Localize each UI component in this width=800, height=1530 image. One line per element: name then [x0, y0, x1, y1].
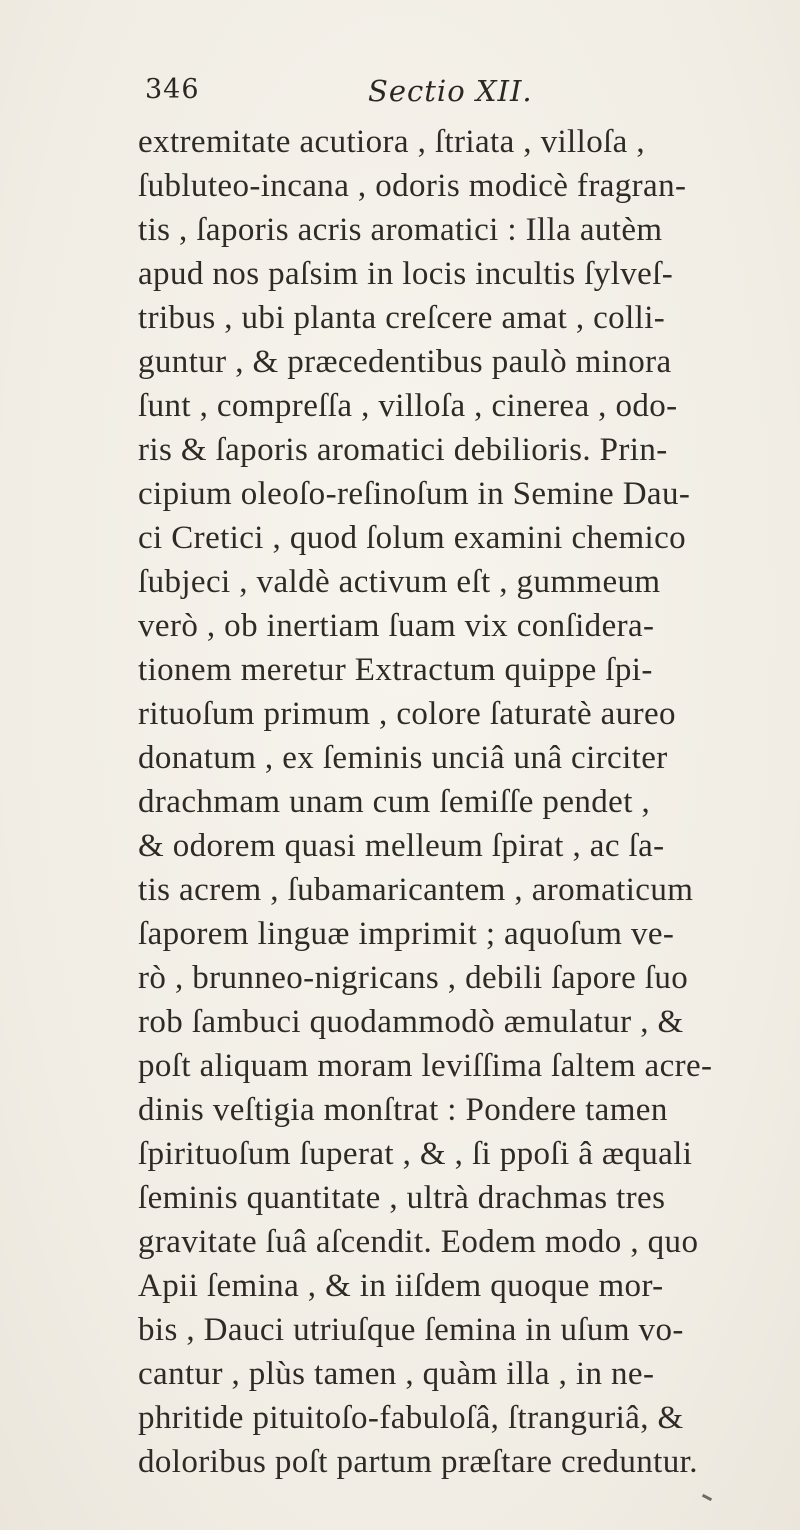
text-line: donatum , ex ſeminis unciâ unâ circiter [138, 740, 668, 776]
page-header [145, 74, 705, 116]
text-line: Apii ſemina , & in iiſdem quoque mor- [138, 1268, 664, 1304]
text-line: phritide pituitoſo-fabuloſâ, ſtranguriâ, & [138, 1400, 684, 1436]
text-line: ſaporem linguæ imprimit ; aquoſum ve- [138, 916, 675, 952]
text-line: tribus , ubi planta creſcere amat , colli- [138, 300, 666, 336]
text-line: poſt aliquam moram leviſſima ſaltem acre- [138, 1048, 713, 1084]
text-line: ſunt , compreſſa , villoſa , cinerea , odo- [138, 388, 678, 424]
running-head: Sectio XII. [368, 74, 533, 108]
text-line: cantur , plùs tamen , quàm illa , in ne- [138, 1356, 655, 1392]
text-line: ſpirituoſum ſuperat , & , ſi ppoſi â æquali [138, 1136, 693, 1172]
text-line: rob ſambuci quodammodò æmulatur , & [138, 1004, 684, 1040]
text-line: doloribus poſt partum præſtare creduntur. [138, 1444, 698, 1480]
text-line: verò , ob inertiam ſuam vix conſidera- [138, 608, 655, 644]
text-line: extremitate acutiora , ſtriata , villoſa , [138, 124, 646, 160]
body-text [138, 120, 758, 1484]
text-line: ſubluteo-incana , odoris modicè fragran- [138, 168, 687, 204]
text-line: ris & ſaporis aromatici debilioris. Prin- [138, 432, 668, 468]
print-mark [702, 1494, 712, 1501]
text-line: cipium oleoſo-reſinoſum in Semine Dau- [138, 476, 691, 512]
text-line: rituoſum primum , colore ſaturatè aureo [138, 696, 676, 732]
text-line: apud nos paſsim in locis incultis ſylveſ- [138, 256, 674, 292]
text-line: tis , ſaporis acris aromatici : Illa autèm [138, 212, 663, 248]
page-number: 346 [145, 74, 200, 105]
text-line: ci Cretici , quod ſolum examini chemico [138, 520, 687, 556]
text-line: dinis veſtigia monſtrat : Pondere tamen [138, 1092, 668, 1128]
text-line: rò , brunneo-nigricans , debili ſapore ſuo [138, 960, 689, 996]
text-line: tis acrem , ſubamaricantem , aromaticum [138, 872, 694, 908]
text-line: bis , Dauci utriuſque ſemina in uſum vo- [138, 1312, 684, 1348]
text-line: guntur , & præcedentibus paulò minora [138, 344, 672, 380]
text-line: tionem meretur Extractum quippe ſpi- [138, 652, 653, 688]
text-line: & odorem quasi melleum ſpirat , ac ſa- [138, 828, 665, 864]
text-line: gravitate ſuâ aſcendit. Eodem modo , quo [138, 1224, 699, 1260]
text-line: ſubjeci , valdè activum eſt , gummeum [138, 564, 661, 600]
text-line: ſeminis quantitate , ultrà drachmas tres [138, 1180, 666, 1216]
text-line: drachmam unam cum ſemiſſe pendet , [138, 784, 651, 820]
